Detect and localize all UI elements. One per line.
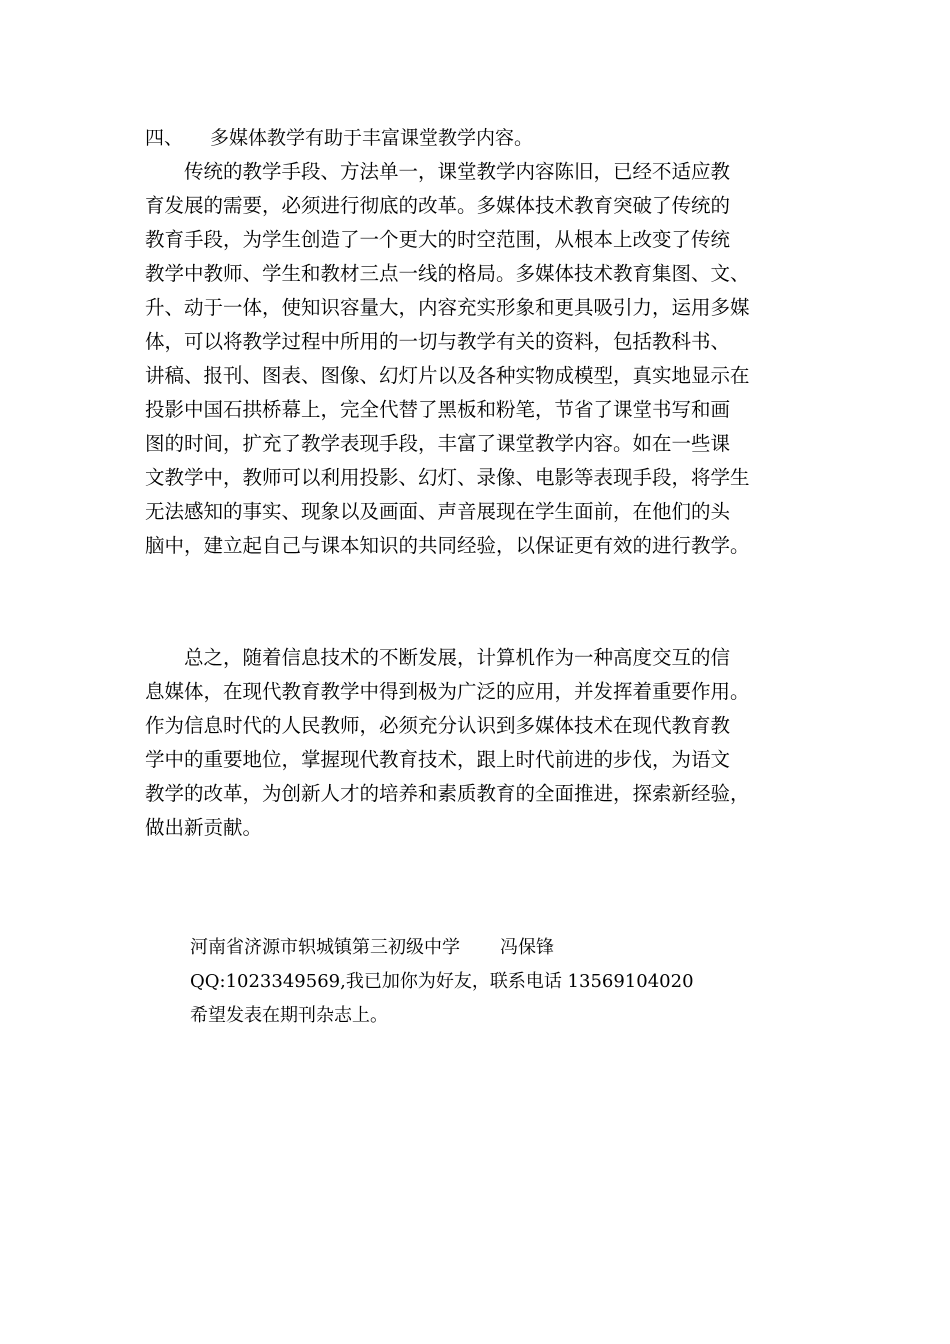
paragraph-line: 投影中国石拱桥幕上，完全代替了黑板和粉笔，节省了课堂书写和画 — [145, 398, 731, 421]
paragraph-line: 教育手段，为学生创造了一个更大的时空范围，从根本上改变了传统 — [145, 228, 731, 251]
paragraph-line: 脑中，建立起自己与课本知识的共同经验，以保证更有效的进行教学。 — [145, 534, 750, 557]
paragraph-line: 无法感知的事实、现象以及画面、声音展现在学生面前，在他们的头 — [145, 500, 731, 523]
paragraph-conclusion — [145, 641, 825, 845]
paragraph-line: 文教学中，教师可以利用投影、幻灯、录像、电影等表现手段，将学生 — [145, 466, 750, 489]
paragraph-multimedia-content — [145, 155, 825, 563]
paragraph-line: 图的时间，扩充了教学表现手段，丰富了课堂教学内容。如在一些课 — [145, 432, 731, 455]
paragraph-line: 升、动于一体，使知识容量大，内容充实形象和更具吸引力，运用多媒 — [145, 296, 750, 319]
author-name: 冯保锋 — [500, 937, 554, 958]
paragraph-line: 作为信息时代的人民教师，必须充分认识到多媒体技术在现代教育教 — [145, 714, 731, 737]
paragraph-line: 教学中教师、学生和教材三点一线的格局。多媒体技术教育集图、文、 — [145, 262, 750, 285]
paragraph-line: 做出新贡献。 — [145, 816, 263, 839]
publication-note: 希望发表在期刊杂志上。 — [190, 1005, 388, 1026]
school-line — [190, 931, 694, 965]
section-number: 四、 — [145, 127, 184, 149]
paragraph-line: 育发展的需要，必须进行彻底的改革。多媒体技术教育突破了传统的 — [145, 194, 731, 217]
author-signature — [190, 931, 694, 1033]
contact-line: QQ:1023349569,我已加你为好友，联系电话 13569104020 — [190, 971, 694, 992]
paragraph-line: 教学的改革，为创新人才的培养和素质教育的全面推进，探索新经验， — [145, 782, 750, 805]
paragraph-line: 学中的重要地位，掌握现代教育技术，跟上时代前进的步伐，为语文 — [145, 748, 731, 771]
paragraph-line: 息媒体，在现代教育教学中得到极为广泛的应用，并发挥着重要作用。 — [145, 680, 750, 703]
school-name: 河南省济源市轵城镇第三初级中学 — [190, 937, 460, 958]
paragraph-line: 体，可以将教学过程中所用的一切与教学有关的资料，包括教科书、 — [145, 330, 731, 353]
paragraph-line: 传统的教学手段、方法单一，课堂教学内容陈旧，已经不适应教 — [145, 160, 731, 183]
paragraph-line: 总之，随着信息技术的不断发展，计算机作为一种高度交互的信 — [145, 646, 731, 669]
section-title: 多媒体教学有助于丰富课堂教学内容。 — [210, 127, 534, 149]
paragraph-line: 讲稿、报刊、图表、图像、幻灯片以及各种实物成模型，真实地显示在 — [145, 364, 750, 387]
section-heading — [145, 121, 533, 155]
